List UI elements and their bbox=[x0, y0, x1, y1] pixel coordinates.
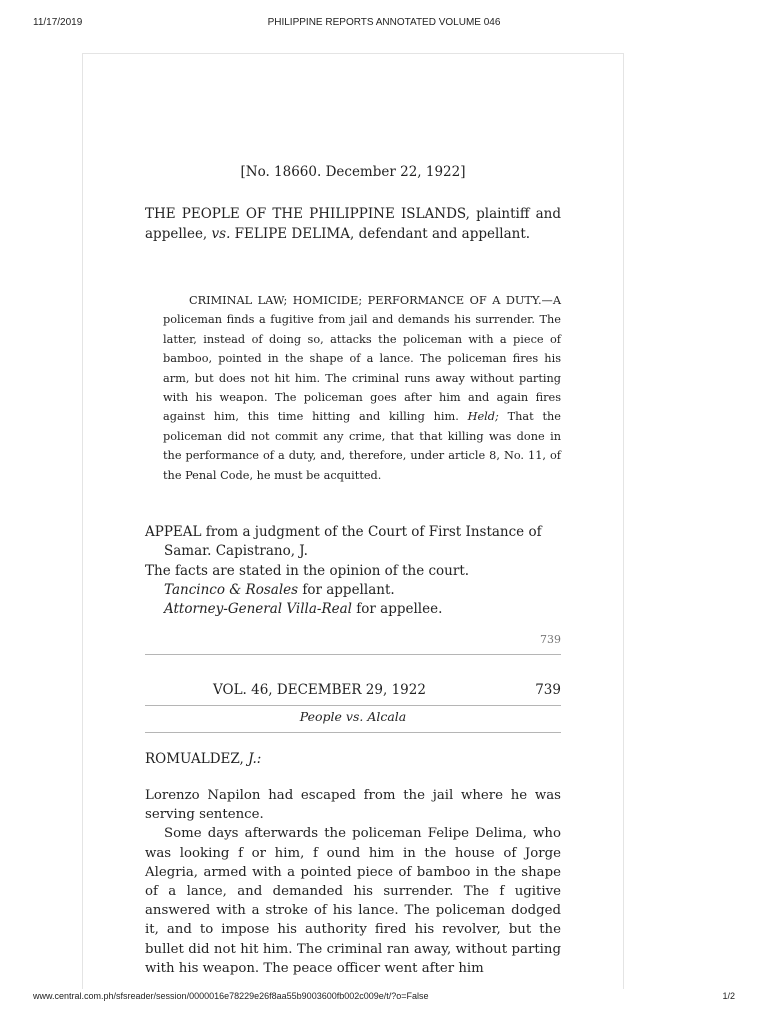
counsel-appellee-name: Attorney-General Villa-Real bbox=[164, 601, 352, 618]
running-head-volume: VOL. 46, DECEMBER 29, 1922 bbox=[213, 682, 426, 698]
counsel-appellant bbox=[145, 581, 561, 600]
defendant-name: FELIPE DELIMA bbox=[230, 225, 350, 242]
syllabus bbox=[163, 291, 561, 485]
appeal-block bbox=[145, 523, 561, 619]
opinion-author bbox=[145, 751, 261, 767]
running-head-subtitle: People vs. Alcala bbox=[299, 709, 407, 724]
running-head-rule-top bbox=[145, 705, 561, 706]
counsel-appellee-role: for appellee. bbox=[351, 601, 443, 618]
opinion-body bbox=[145, 786, 561, 978]
page-number-footer: 739 bbox=[540, 633, 561, 646]
syllabus-held: Held; bbox=[467, 410, 499, 424]
author-name: ROMUALDEZ, bbox=[145, 751, 249, 767]
defendant-role: , defendant and appellant. bbox=[349, 225, 531, 242]
print-title: PHILIPPINE REPORTS ANNOTATED VOLUME 046 bbox=[267, 17, 501, 28]
opinion-paragraph-2: Some days afterwards the policeman Felipe Delima, who was looking f or him, f ound him in the house of Jorge Alegria, armed with a pointed piece of bamboo in the shape of a lance, and demanded his surrender. The f ugitive answered with a stroke of his lance. The policeman dodged it, and to impose his authority fired his revolver, but the bullet did not hit him. The criminal ran away, without parting with his weapon. The peace officer went after him bbox=[145, 826, 561, 976]
syllabus-text-1: CRIMINAL LAW; HOMICIDE; PERFORMANCE OF A DUTY.—A policeman finds a fugitive from jail and demands his surrender. The latter, instead of doing so, attacks the policeman with a piece of bamboo, pointed in the shape of a lance. The policeman fires his arm, but does not hit him. The criminal runs away without parting with his weapon. The policeman goes after him and again fires against him, this time hitting and killing him. bbox=[163, 294, 561, 424]
author-title: J.: bbox=[248, 751, 262, 767]
counsel-appellant-role: for appellant. bbox=[298, 581, 395, 598]
appeal-line: APPEAL from a judgment of the Court of First Instance of Samar. Capistrano, J. bbox=[145, 524, 542, 560]
document-page bbox=[82, 53, 624, 989]
plaintiff-role: , plaintiff and appellee, bbox=[145, 206, 561, 242]
opinion-paragraph-1: Lorenzo Napilon had escaped from the jail where he was serving sentence. bbox=[145, 788, 561, 823]
versus: vs. bbox=[211, 225, 231, 242]
print-url: www.central.com.ph/sfsreader/session/0000016e78229e26f8aa55b9003600fb002c009e/t/?o=False bbox=[33, 991, 429, 1001]
page-divider bbox=[145, 654, 561, 655]
print-page-count: 1/2 bbox=[722, 991, 735, 1001]
syllabus-text-2: That the policeman did not commit any crime, that that killing was done in the performance of a duty, and, therefore, under article 8, No. 11, of the Penal Code, he must be acquitted. bbox=[163, 410, 561, 482]
running-head-page: 739 bbox=[535, 682, 561, 698]
facts-line: The facts are stated in the opinion of the court. bbox=[145, 562, 470, 579]
case-parties bbox=[145, 205, 561, 244]
print-date: 11/17/2019 bbox=[33, 17, 83, 28]
counsel-appellee bbox=[145, 600, 561, 619]
running-head-rule-bottom bbox=[145, 732, 561, 733]
counsel-appellant-name: Tancinco & Rosales bbox=[164, 581, 299, 598]
case-docket: [No. 18660. December 22, 1922] bbox=[240, 164, 466, 180]
plaintiff-name: THE PEOPLE OF THE PHILIPPINE ISLANDS bbox=[145, 206, 466, 222]
